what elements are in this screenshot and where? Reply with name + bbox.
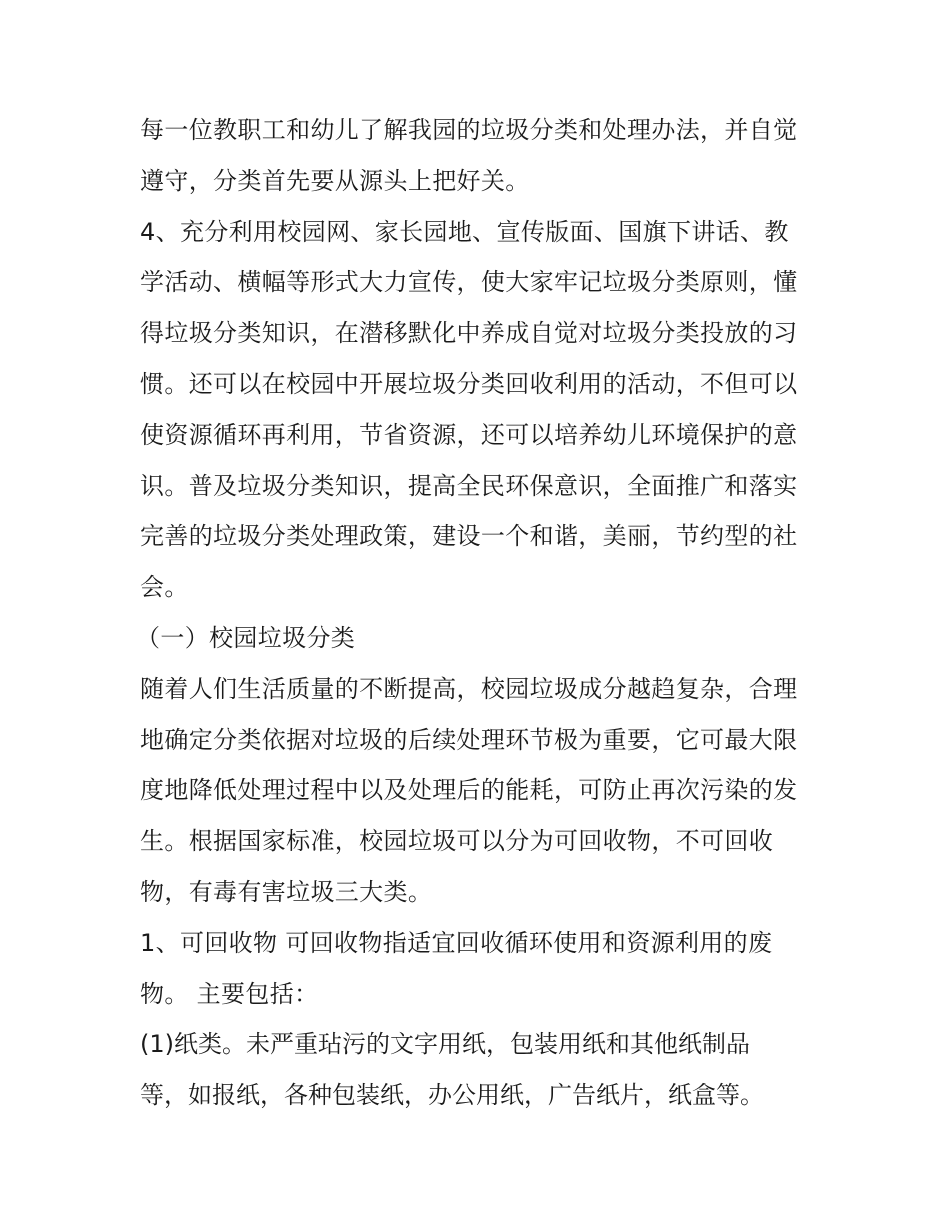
paragraph-line: 随着人们生活质量的不断提高，校园垃圾成分越趋复杂，合理 [140, 674, 798, 703]
paragraph-line: 等，如报纸，各种包装纸，办公用纸，广告纸片，纸盒等。 [140, 1081, 764, 1110]
paragraph-line: 得垃圾分类知识，在潜移默化中养成自觉对垃圾分类投放的习 [140, 319, 798, 348]
paragraph-line: 物。 主要包括： [140, 979, 319, 1008]
paragraph-line: 使资源循环再利用，节省资源，还可以培养幼儿环境保护的意 [140, 420, 798, 449]
paragraph-line: 度地降低处理过程中以及处理后的能耗，可防止再次污染的发 [140, 776, 798, 805]
paragraph-line: 每一位教职工和幼儿了解我园的垃圾分类和处理办法，并自觉 [140, 116, 798, 144]
paragraph-line: 惯。还可以在校园中开展垃圾分类回收利用的活动，不但可以 [140, 369, 798, 398]
paragraph-line: 完善的垃圾分类处理政策，建设一个和谐，美丽，节约型的社 [140, 522, 798, 551]
paragraph-line: 物，有毒有害垃圾三大类。 [140, 877, 433, 906]
list-item-line: 1、可回收物 可回收物指适宜回收循环使用和资源利用的废 [140, 928, 773, 957]
paragraph-line: 生。根据国家标准，校园垃圾可以分为可回收物，不可回收 [140, 827, 774, 856]
paragraph-line: 会。 [140, 573, 189, 602]
document-body [136, 105, 820, 1121]
list-item-line: 4、充分利用校园网、家长园地、宣传版面、国旗下讲话、教 [140, 217, 789, 246]
paragraph-line: 地确定分类依据对垃圾的后续处理环节极为重要，它可最大限 [140, 725, 798, 754]
paragraph-line: 遵守，分类首先要从源头上把好关。 [140, 166, 530, 195]
paragraph-line: 识。普及垃圾分类知识，提高全民环保意识，全面推广和落实 [140, 471, 798, 500]
section-heading: （一）校园垃圾分类 [136, 623, 356, 652]
list-item-line: (1)纸类。未严重玷污的文字用纸，包装用纸和其他纸制品 [140, 1030, 750, 1059]
paragraph-line: 学活动、横幅等形式大力宣传，使大家牢记垃圾分类原则，懂 [140, 268, 798, 297]
